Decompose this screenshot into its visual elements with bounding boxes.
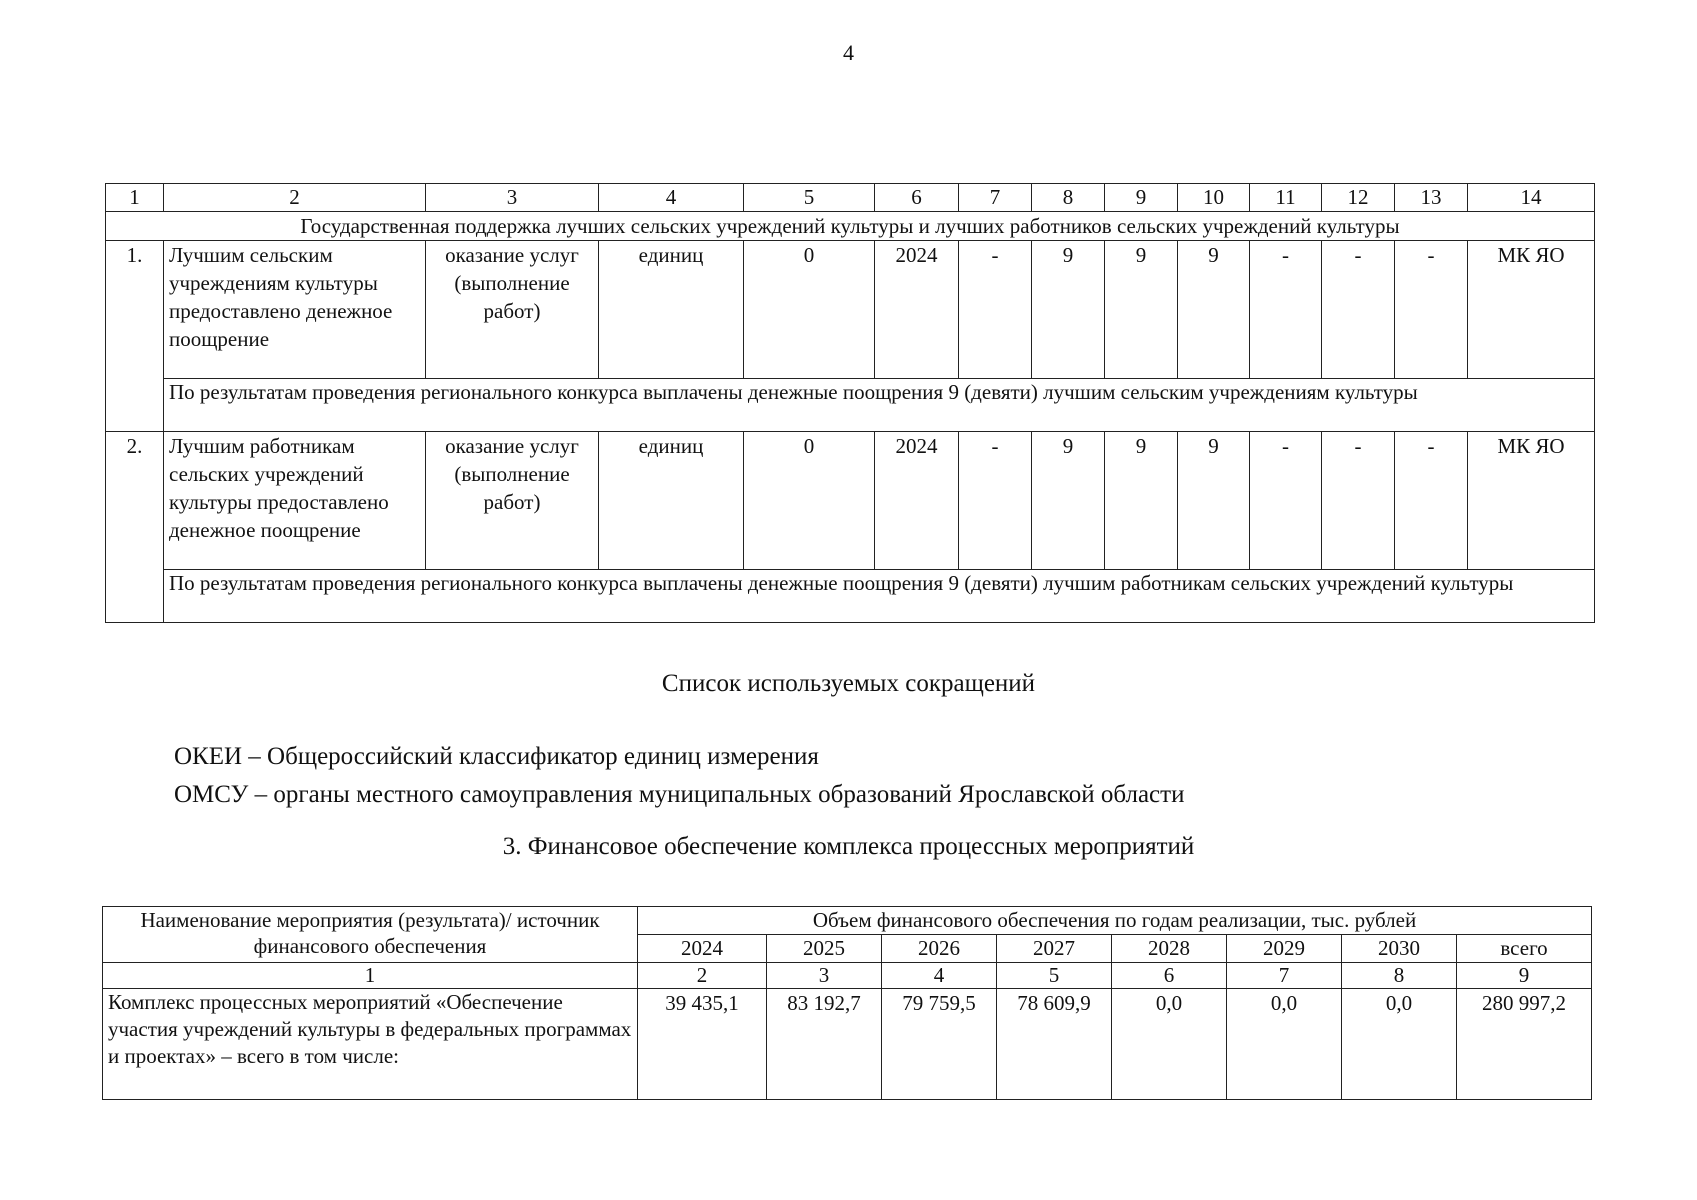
value-cell: 9 — [1105, 241, 1178, 379]
value-cell: 9 — [1178, 432, 1250, 570]
value-cell: - — [959, 432, 1032, 570]
finance-header-row — [103, 907, 1592, 935]
year-header: 2024 — [638, 935, 767, 963]
page-number: 4 — [843, 40, 854, 65]
index-cell: 7 — [1227, 963, 1342, 989]
amount-cell: 0,0 — [1342, 989, 1457, 1100]
responsible: МК ЯО — [1468, 432, 1595, 570]
unit: единиц — [599, 241, 744, 379]
finance-table — [102, 906, 1592, 1100]
index-cell: 3 — [767, 963, 882, 989]
activity-name: Комплекс процессных мероприятий «Обеспечение участия учреждений культуры в федеральных программах и проектах» – всего в том числе: — [103, 989, 638, 1100]
value-cell: - — [1250, 241, 1322, 379]
index-cell: 5 — [997, 963, 1112, 989]
header-cell: 13 — [1395, 184, 1468, 212]
amount-cell: 0,0 — [1112, 989, 1227, 1100]
base-year: 2024 — [875, 432, 959, 570]
base-value: 0 — [744, 432, 875, 570]
volume-header: Объем финансового обеспечения по годам реализации, тыс. рублей — [638, 907, 1592, 935]
unit: единиц — [599, 432, 744, 570]
value-cell: - — [959, 241, 1032, 379]
note-row — [106, 570, 1595, 623]
header-cell: 10 — [1178, 184, 1250, 212]
table-row — [103, 989, 1592, 1100]
base-year: 2024 — [875, 241, 959, 379]
year-header: 2025 — [767, 935, 882, 963]
header-cell: 8 — [1032, 184, 1105, 212]
header-cell: 9 — [1105, 184, 1178, 212]
index-cell: 4 — [882, 963, 997, 989]
value-cell: 9 — [1032, 432, 1105, 570]
header-cell: 14 — [1468, 184, 1595, 212]
result-note — [164, 379, 1595, 432]
row-number: 2. — [106, 432, 164, 623]
value-cell: 9 — [1105, 432, 1178, 570]
header-cell: 7 — [959, 184, 1032, 212]
amount-cell: 79 759,5 — [882, 989, 997, 1100]
abbreviation-item: ОМСУ – органы местного самоуправления муниципальных образований Ярославской области — [174, 781, 1185, 808]
note-text: По результатам проведения регионального конкурса выплачены денежные поощрения 9 (девяти) лучшим работникам сельских учреждений культуры — [169, 571, 1514, 595]
result-name: Лучшим работникам сельских учреждений культуры предоставлено денежное поощрение — [164, 432, 426, 570]
value-cell: - — [1395, 432, 1468, 570]
result-note — [164, 570, 1595, 623]
row-number: 1. — [106, 241, 164, 432]
total-amount-cell: 280 997,2 — [1457, 989, 1592, 1100]
header-cell: 3 — [426, 184, 599, 212]
year-header: 2026 — [882, 935, 997, 963]
amount-cell: 83 192,7 — [767, 989, 882, 1100]
value-cell: - — [1395, 241, 1468, 379]
amount-cell: 78 609,9 — [997, 989, 1112, 1100]
value-cell: 9 — [1178, 241, 1250, 379]
abbreviations-title: Список используемых сокращений — [661, 670, 1036, 697]
amount-cell: 0,0 — [1227, 989, 1342, 1100]
result-type: оказание услуг (выполнение работ) — [426, 432, 599, 570]
index-cell: 2 — [638, 963, 767, 989]
note-text: По результатам проведения регионального конкурса выплачены денежные поощрения 9 (девяти) лучшим сельским учреждениям культуры — [169, 380, 1418, 404]
year-header: 2028 — [1112, 935, 1227, 963]
header-cell: 5 — [744, 184, 875, 212]
results-table — [105, 183, 1595, 623]
result-type: оказание услуг (выполнение работ) — [426, 241, 599, 379]
value-cell: 9 — [1032, 241, 1105, 379]
total-header: всего — [1457, 935, 1592, 963]
abbreviation-item: ОКЕИ – Общероссийский классификатор единиц измерения — [174, 743, 819, 770]
index-cell: 6 — [1112, 963, 1227, 989]
year-header: 2029 — [1227, 935, 1342, 963]
header-cell: 6 — [875, 184, 959, 212]
name-column-header: Наименование мероприятия (результата)/ источник финансового обеспечения — [103, 907, 638, 963]
section-title: Государственная поддержка лучших сельских учреждений культуры и лучших работников сельских учреждений культуры — [106, 212, 1595, 241]
table-row — [106, 432, 1595, 570]
result-name: Лучшим сельским учреждениям культуры предоставлено денежное поощрение — [164, 241, 426, 379]
note-row — [106, 379, 1595, 432]
section-row — [106, 212, 1595, 241]
table-row — [106, 241, 1595, 379]
header-cell: 11 — [1250, 184, 1322, 212]
column-index-row — [103, 963, 1592, 989]
index-cell: 8 — [1342, 963, 1457, 989]
amount-cell: 39 435,1 — [638, 989, 767, 1100]
header-cell: 4 — [599, 184, 744, 212]
header-cell: 1 — [106, 184, 164, 212]
year-header: 2027 — [997, 935, 1112, 963]
index-cell: 9 — [1457, 963, 1592, 989]
header-cell: 2 — [164, 184, 426, 212]
column-number-row — [106, 184, 1595, 212]
responsible: МК ЯО — [1468, 241, 1595, 379]
finance-section-title: 3. Финансовое обеспечение комплекса процессных мероприятий — [502, 833, 1195, 860]
abbreviations-list — [174, 738, 1184, 814]
header-cell: 12 — [1322, 184, 1395, 212]
value-cell: - — [1322, 241, 1395, 379]
year-header: 2030 — [1342, 935, 1457, 963]
value-cell: - — [1250, 432, 1322, 570]
base-value: 0 — [744, 241, 875, 379]
value-cell: - — [1322, 432, 1395, 570]
index-cell: 1 — [103, 963, 638, 989]
